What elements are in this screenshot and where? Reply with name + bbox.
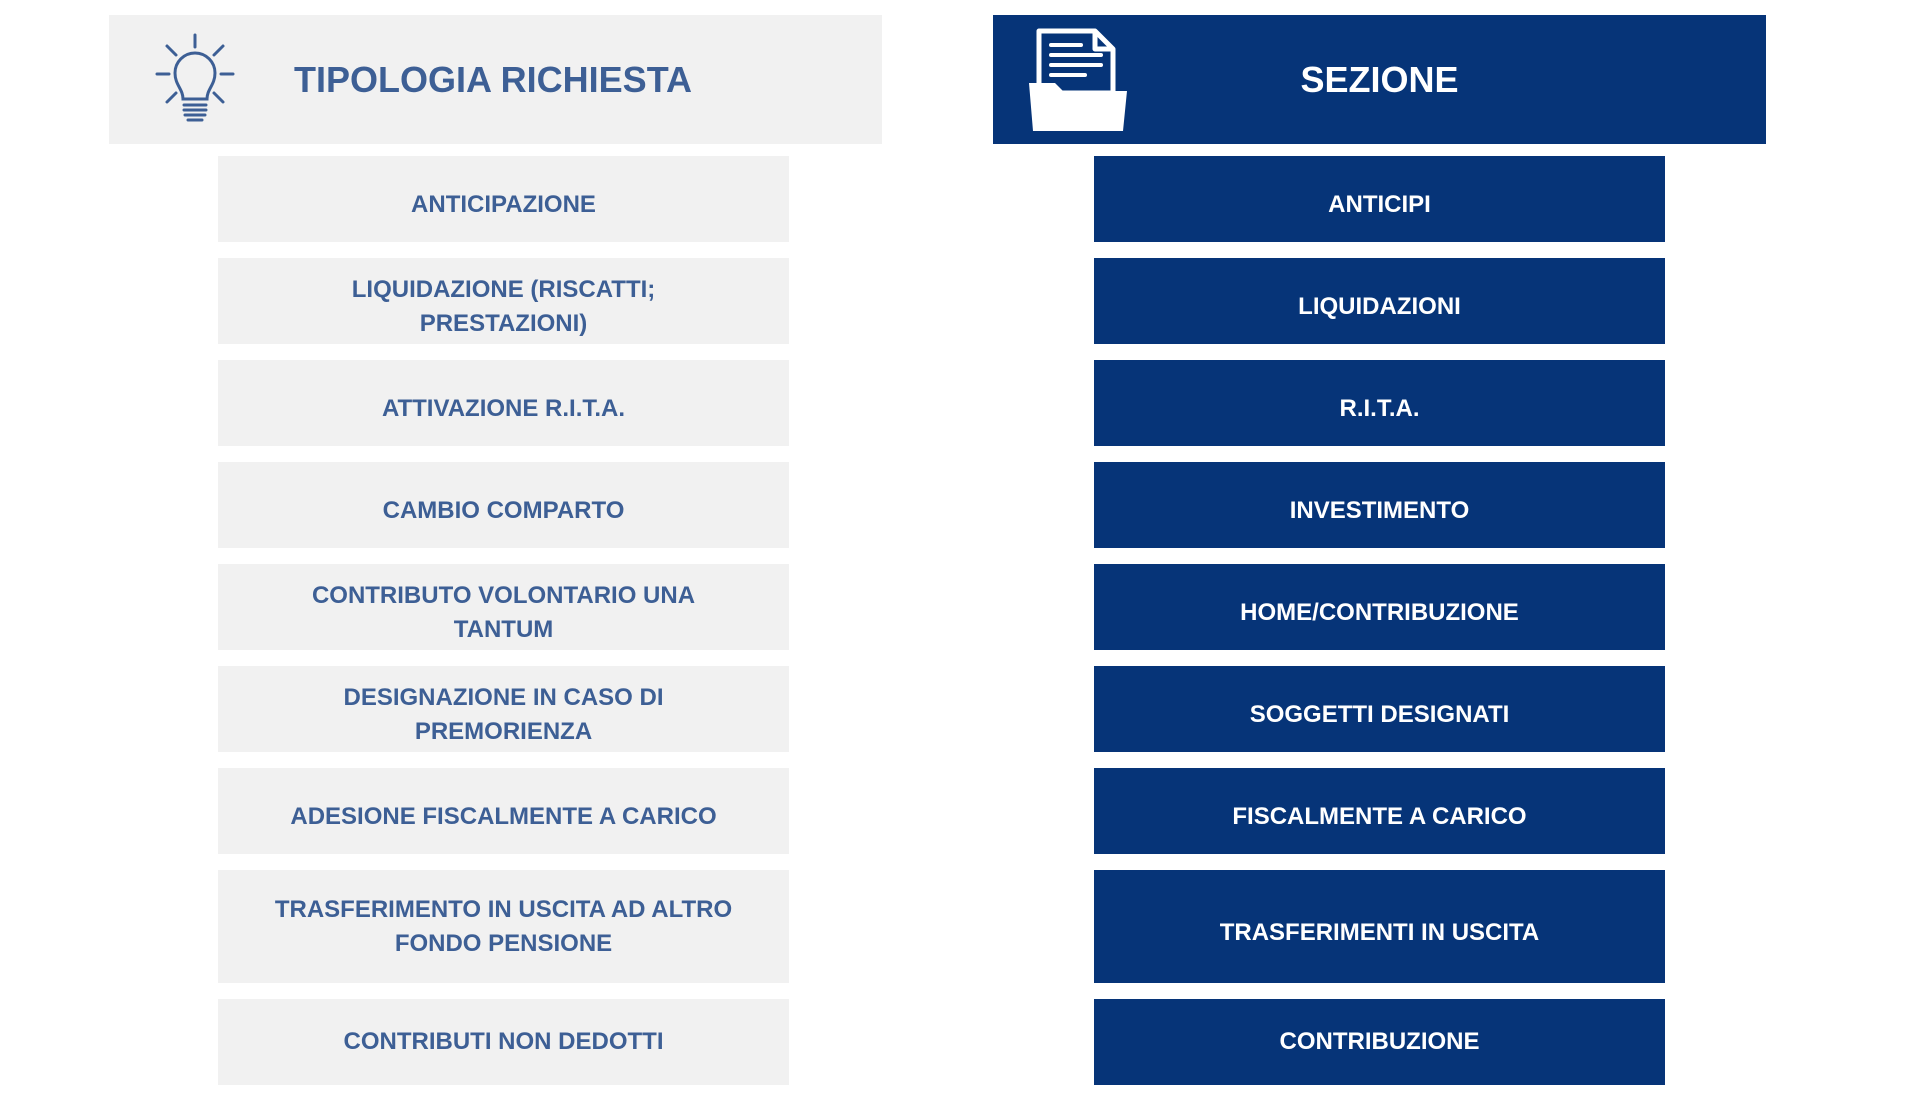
sezione-list — [1094, 156, 1665, 1101]
tipologia-item — [218, 666, 789, 752]
tipologia-item — [218, 564, 789, 650]
sezione-header — [993, 15, 1766, 144]
sezione-item — [1094, 564, 1665, 650]
tipologia-item — [218, 360, 789, 446]
tipologia-label: TRASFERIMENTO IN USCITA AD ALTRO FONDO PENSIONE — [274, 895, 733, 957]
sezione-item — [1094, 360, 1665, 446]
tipologia-label: CONTRIBUTO VOLONTARIO UNA TANTUM — [311, 582, 696, 643]
tipologia-list — [218, 156, 789, 1101]
tipologia-label: ADESIONE FISCALMENTE A CARICO — [290, 803, 717, 830]
tipologia-label: ANTICIPAZIONE — [411, 191, 596, 218]
sezione-label: HOME/CONTRIBUZIONE — [1240, 599, 1519, 626]
tipologia-header-title: TIPOLOGIA RICHIESTA — [294, 59, 693, 100]
sezione-label: SOGGETTI DESIGNATI — [1249, 701, 1510, 728]
sezione-label: TRASFERIMENTI IN USCITA — [1219, 918, 1540, 946]
sezione-item — [1094, 258, 1665, 344]
tipologia-label: CAMBIO COMPARTO — [382, 497, 625, 524]
sezione-label: LIQUIDAZIONI — [1298, 293, 1461, 320]
sezione-label: ANTICIPI — [1328, 191, 1431, 218]
sezione-item — [1094, 870, 1665, 983]
tipologia-header — [109, 15, 882, 144]
sezione-label: CONTRIBUZIONE — [1279, 1028, 1480, 1055]
tipologia-label: DESIGNAZIONE IN CASO DI PREMORIENZA — [343, 684, 664, 745]
tipologia-item — [218, 156, 789, 242]
tipologia-item — [218, 870, 789, 983]
tipologia-label: LIQUIDAZIONE (RISCATTI; PRESTAZIONI) — [351, 276, 656, 337]
sezione-item — [1094, 156, 1665, 242]
sezione-label: FISCALMENTE A CARICO — [1232, 803, 1527, 830]
tipologia-item — [218, 258, 789, 344]
sezione-item — [1094, 768, 1665, 854]
sezione-item — [1094, 666, 1665, 752]
sezione-item — [1094, 999, 1665, 1085]
sezione-header-title: SEZIONE — [1300, 59, 1459, 100]
tipologia-item — [218, 768, 789, 854]
sezione-label: R.I.T.A. — [1339, 395, 1420, 422]
tipologia-label: CONTRIBUTI NON DEDOTTI — [343, 1028, 664, 1055]
lightbulb-icon — [145, 29, 245, 129]
tipologia-item — [218, 462, 789, 548]
tipologia-item — [218, 999, 789, 1085]
sezione-label: INVESTIMENTO — [1289, 497, 1470, 524]
tipologia-label: ATTIVAZIONE R.I.T.A. — [381, 395, 626, 422]
sezione-item — [1094, 462, 1665, 548]
